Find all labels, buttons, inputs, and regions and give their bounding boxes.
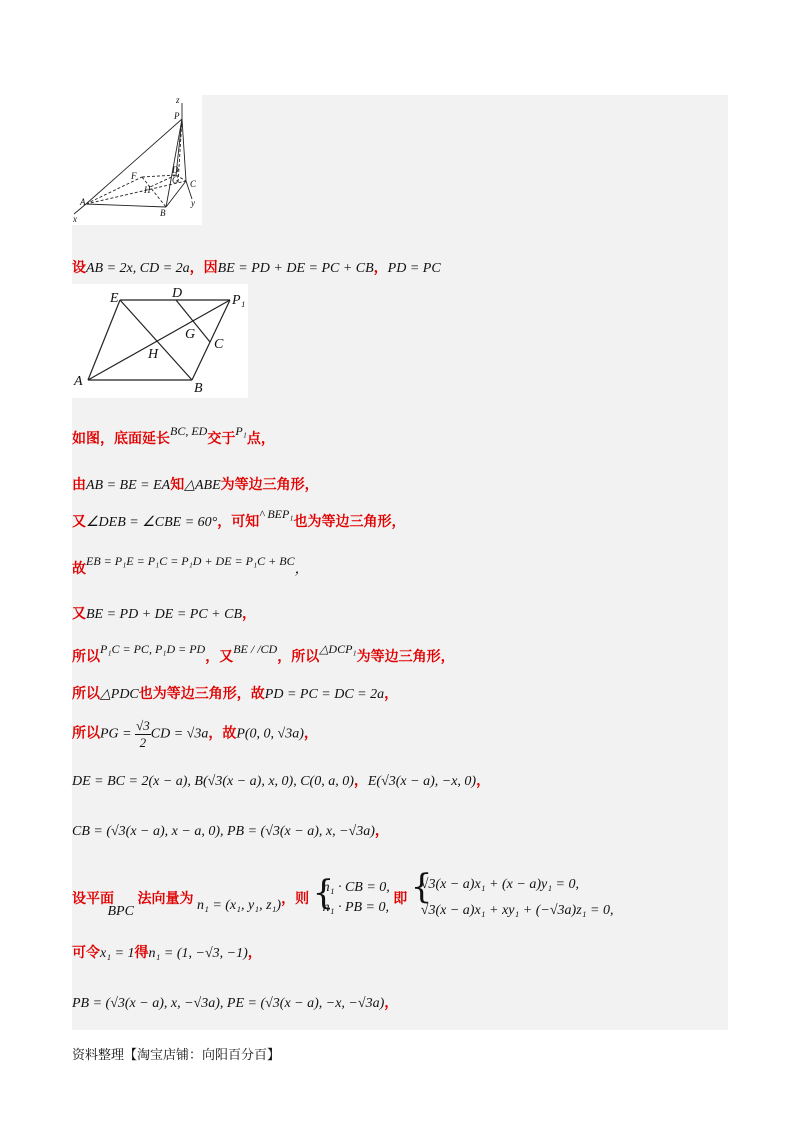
pyramid-figure (72, 95, 202, 225)
label-c2: C (214, 337, 224, 352)
label-z: z (176, 95, 180, 105)
parallelogram-figure (72, 284, 248, 398)
label-b2: B (194, 381, 203, 396)
text-line-8: 所以△PDC也为等边三角形，故PD = PC = DC = 2a， (72, 686, 399, 702)
label-d2: D (172, 286, 183, 301)
text-line-3: 由AB = BE = EA知△ABE为等边三角形， (72, 477, 319, 493)
label-h: H (144, 185, 151, 195)
label-g2: G (185, 327, 196, 342)
text-line-5: 故EB = P₁E = P₁C = P₁D + DE = P₁C + BC， (72, 554, 309, 577)
text-line-4: 又∠DEB = ∠CBE = 60°，可知^ BEP₁也为等边三角形， (72, 507, 406, 530)
label-a: A (80, 197, 86, 207)
equation-system-2: { √3(x − a)x₁ + (x − a)y₁ = 0, √3(x − a)x₁ + xy₁ + (−√3a)z₁ = 0, (410, 867, 614, 918)
label-f: F (131, 171, 137, 181)
label-x: x (73, 214, 77, 224)
parallelogram-diagram (72, 284, 248, 398)
pyramid-diagram (72, 95, 202, 225)
text-line-6: 又BE = PD + DE = PC + CB， (72, 606, 256, 622)
label-d: D (172, 165, 179, 175)
text-line-9: 所以PG = $\frac{√3}{2}$ CD = √3a，故P(0, 0, √3a)， (72, 718, 318, 750)
label-e: E (110, 291, 119, 306)
text-line-12: 设平面 BPC 法向量为 n₁ = (x₁, y₁, z₁)，则 { n₁ · CB = 0, n₁ · PB = 0, 即 { √3(x − a)x₁ + (x − a)y₁ = 0, √3(x − a)x₁ + xy₁ + (−√3a)z₁ = 0, (72, 872, 613, 924)
label-p1: P₁ (232, 293, 246, 308)
equation-system-1: { n₁ · CB = 0, n₁ · PB = 0, (312, 873, 390, 915)
label-y: y (191, 198, 195, 208)
label-c: C (190, 179, 197, 189)
text-line-11: CB = (√3(x − a), x − a, 0), PB = (√3(x − a), x, −√3a)， (72, 823, 389, 839)
text-line-13: 可令x₁ = 1得n₁ = (1, −√3, −1)， (72, 945, 262, 961)
text-line-14: PB = (√3(x − a), x, −√3a), PE = (√3(x − a), −x, −√3a)， (72, 995, 399, 1011)
text-line-2: 如图，底面延长BC, ED交于P₁点， (72, 424, 275, 447)
text-line-1: 设AB = 2x, CD = 2a，因BE = PD + DE = PC + CB，PD = PC (72, 260, 441, 276)
fraction: $\frac{√3}{2}$ (136, 718, 150, 750)
label-b: B (160, 208, 166, 218)
label-h2: H (148, 347, 159, 362)
footer-source-text: 资料整理【淘宝店铺：向阳百分百】 (72, 1048, 281, 1063)
label-a2: A (74, 374, 83, 389)
label-g: G (172, 175, 179, 185)
text-line-10: DE = BC = 2(x − a), B(√3(x − a), x, 0), C(0, a, 0)，E(√3(x − a), −x, 0)， (72, 773, 491, 789)
label-p: P (174, 111, 180, 121)
text-line-7: 所以P₁C = PC, P₁D = PD，又BE / /CD，所以△DCP₁为等边三角形， (72, 642, 455, 665)
